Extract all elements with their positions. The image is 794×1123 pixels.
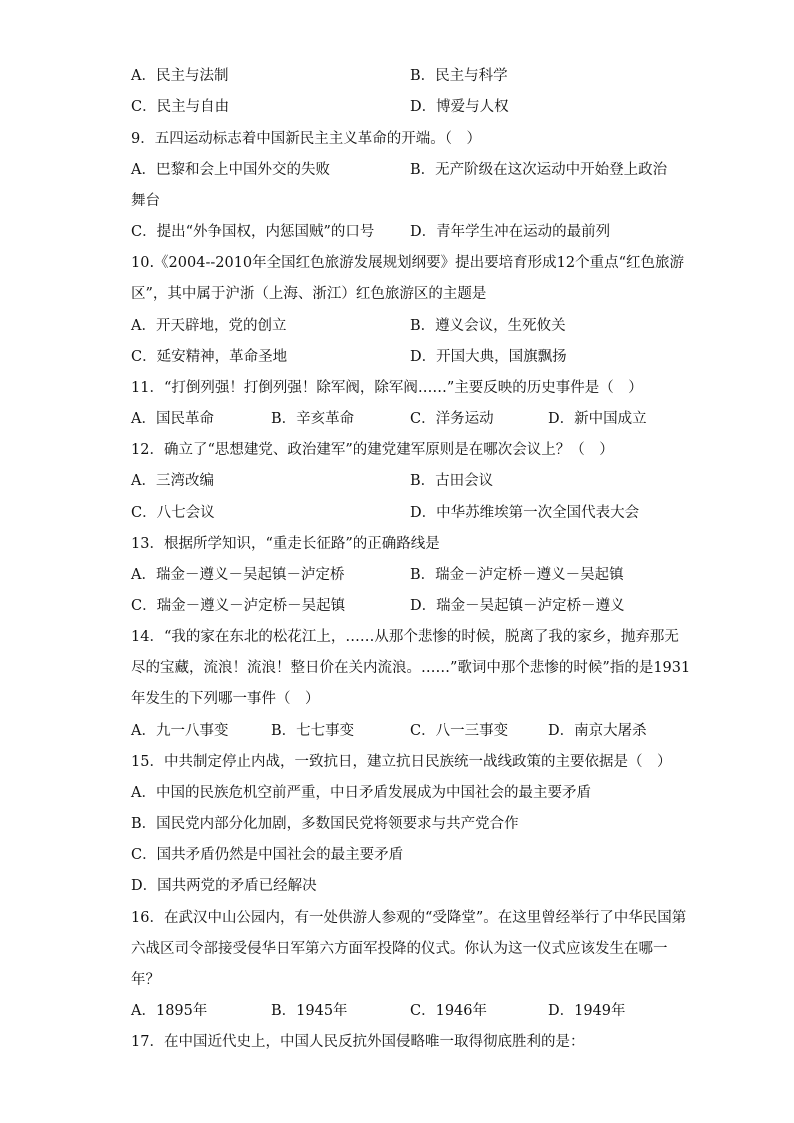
q14-stem-line1: 14．“我的家在东北的松花江上，……从那个悲惨的时候，脱离了我的家乡，抛弃那无: [131, 629, 679, 645]
q14-option-d: D．南京大屠杀: [548, 723, 647, 739]
q10-stem-line2: 区”，其中属于沪浙（上海、浙江）红色旅游区的主题是: [131, 286, 487, 302]
q10-option-c: C．延安精神，革命圣地: [131, 349, 288, 365]
q11-option-d: D．新中国成立: [548, 411, 647, 427]
q8-option-d: D．博爱与人权: [410, 99, 509, 115]
q9-option-c: C．提出“外争国权，内惩国贼”的口号: [131, 224, 375, 240]
q16-stem-line2: 六战区司令部接受侵华日军第六方面军投降的仪式。你认为这一仪式应该发生在哪一: [131, 941, 668, 957]
q12-stem: 12．确立了“思想建党、政治建军”的建党建军原则是在哪次会议上？（ ）: [131, 442, 614, 458]
q14-stem-line3: 年发生的下列哪一事件（ ）: [131, 691, 320, 707]
q15-option-b: B．国民党内部分化加剧，多数国民党将领要求与共产党合作: [131, 816, 519, 832]
q10-option-b: B．遵义会议，生死攸关: [410, 318, 566, 334]
q15-option-d: D．国共两党的矛盾已经解决: [131, 878, 317, 894]
q9-option-b: B．无产阶级在这次运动中开始登上政治: [410, 162, 668, 178]
q16-option-a: A．1895年: [131, 1003, 208, 1019]
q15-option-c: C．国共矛盾仍然是中国社会的最主要矛盾: [131, 847, 404, 863]
q9-option-b-continued: 舞台: [131, 193, 160, 209]
q14-option-a: A．九一八事变: [131, 723, 229, 739]
q12-option-c: C．八七会议: [131, 505, 215, 521]
q9-option-a: A．巴黎和会上中国外交的失败: [131, 162, 330, 178]
q16-stem-line1: 16．在武汉中山公园内，有一处供游人参观的“受降堂”。在这里曾经举行了中华民国第: [131, 910, 687, 926]
q16-stem-line3: 年？: [131, 972, 160, 988]
q9-stem: 9．五四运动标志着中国新民主主义革命的开端。（ ）: [131, 131, 481, 147]
q13-option-d: D．瑞金－吴起镇－泸定桥－遵义: [410, 598, 625, 614]
q8-option-a: A．民主与法制: [131, 68, 229, 84]
q12-option-b: B．古田会议: [410, 473, 494, 489]
q10-stem-line1: 10.《2004--2010年全国红色旅游发展规划纲要》提出要培育形成12个重点“红色旅游: [131, 255, 685, 271]
q11-option-c: C．洋务运动: [410, 411, 494, 427]
q13-option-c: C．瑞金－遵义－泸定桥－吴起镇: [131, 598, 346, 614]
q12-option-a: A．三湾改编: [131, 473, 214, 489]
q15-stem: 15．中共制定停止内战，一致抗日，建立抗日民族统一战线政策的主要依据是（ ）: [131, 754, 672, 770]
q10-option-a: A．开天辟地，党的创立: [131, 318, 287, 334]
q14-option-c: C．八一三事变: [410, 723, 509, 739]
q14-stem-line2: 尽的宝藏，流浪！流浪！整日价在关内流浪。……”歌词中那个悲惨的时候”指的是1931: [131, 660, 691, 676]
q10-option-d: D．开国大典，国旗飘扬: [410, 349, 567, 365]
q13-option-a: A．瑞金－遵义－吴起镇－泸定桥: [131, 567, 345, 583]
q13-option-b: B．瑞金－泸定桥－遵义－吴起镇: [410, 567, 624, 583]
q13-stem: 13．根据所学知识，“重走长征路”的正确路线是: [131, 536, 440, 552]
q8-option-c: C．民主与自由: [131, 99, 230, 115]
q9-option-d: D．青年学生冲在运动的最前列: [410, 224, 611, 240]
q16-option-b: B．1945年: [271, 1003, 348, 1019]
q11-option-b: B．辛亥革命: [271, 411, 355, 427]
q15-option-a: A．中国的民族危机空前严重，中日矛盾发展成为中国社会的最主要矛盾: [131, 785, 591, 801]
q14-option-b: B．七七事变: [271, 723, 355, 739]
q11-stem: 11．“打倒列强！打倒列强！除军阀，除军阀……”主要反映的历史事件是（ ）: [131, 380, 643, 396]
q8-option-b: B．民主与科学: [410, 68, 508, 84]
q12-option-d: D．中华苏维埃第一次全国代表大会: [410, 505, 640, 521]
q17-stem: 17．在中国近代史上，中国人民反抗外国侵略唯一取得彻底胜利的是：: [131, 1034, 585, 1050]
q11-option-a: A．国民革命: [131, 411, 214, 427]
q16-option-d: D．1949年: [548, 1003, 626, 1019]
q16-option-c: C．1946年: [410, 1003, 487, 1019]
